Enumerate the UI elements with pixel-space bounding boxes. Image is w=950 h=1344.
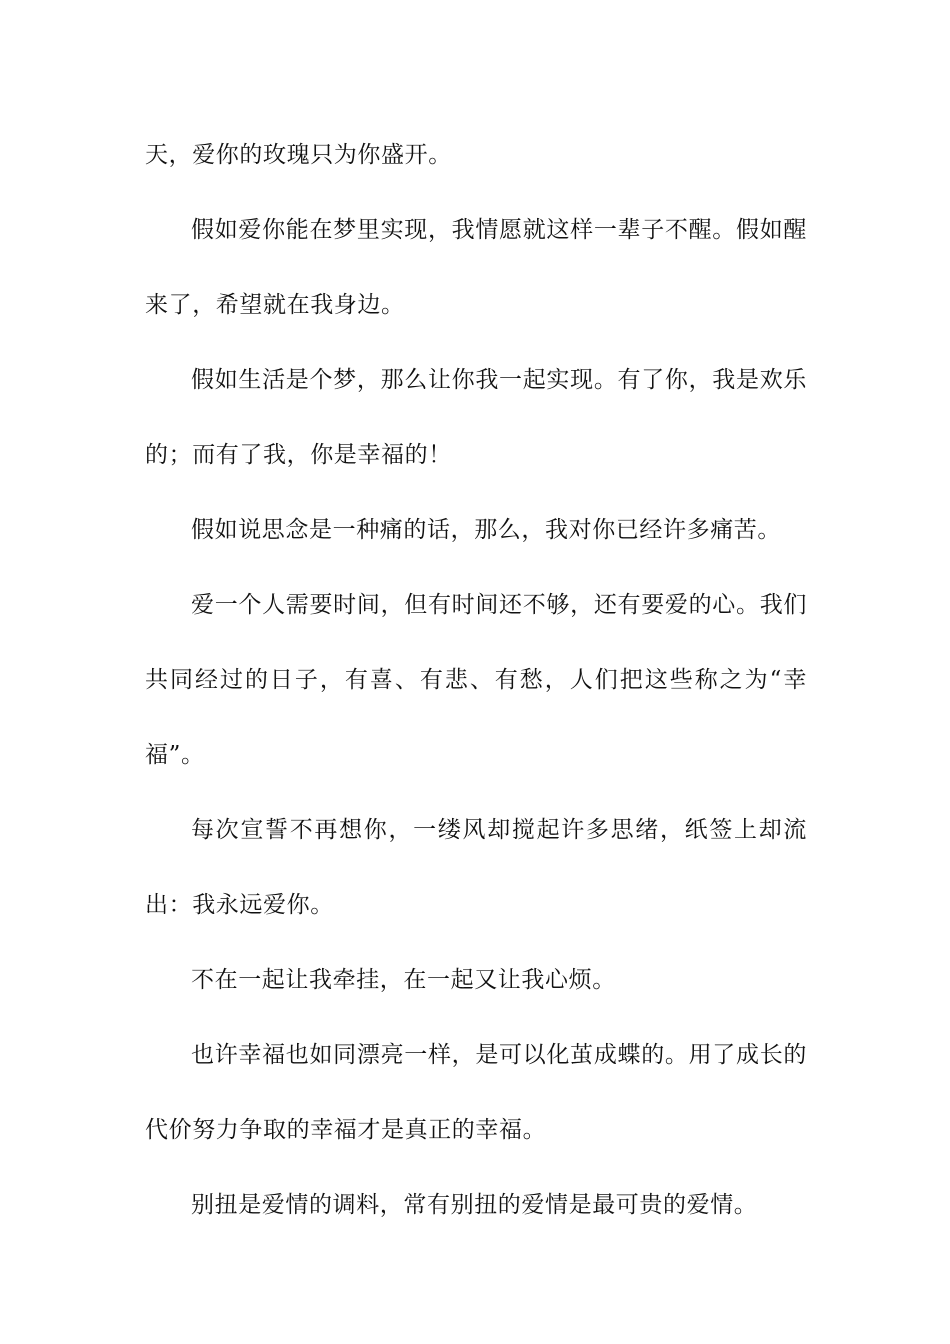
document-body [145,118,807,1243]
paragraph: 假如说思念是一种痛的话，那么，我对你已经许多痛苦。 [191,517,781,543]
paragraph: 假如生活是个梦，那么让你我一起实现。有了你，我是欢乐的；而有了我，你是幸福的！ [145,367,807,468]
paragraph: 爱一个人需要时间，但有时间还不够，还有要爱的心。我们共同经过的日子，有喜、有悲、有愁，人们把这些称之为“幸福”。 [145,592,807,768]
paragraph: 别扭是爱情的调料，常有别扭的爱情是最可贵的爱情。 [191,1192,758,1218]
paragraph: 不在一起让我牵挂，在一起又让我心烦。 [191,967,616,993]
paragraph: 每次宣誓不再想你，一缕风却搅起许多思绪，纸签上却流出：我永远爱你。 [145,817,807,918]
paragraph-continued: 天，爱你的玫瑰只为你盛开。 [145,142,452,168]
paragraph: 假如爱你能在梦里实现，我情愿就这样一辈子不醒。假如醒来了，希望就在我身边。 [145,217,807,318]
paragraph: 也许幸福也如同漂亮一样，是可以化茧成蝶的。用了成长的代价努力争取的幸福才是真正的幸福。 [145,1042,807,1143]
